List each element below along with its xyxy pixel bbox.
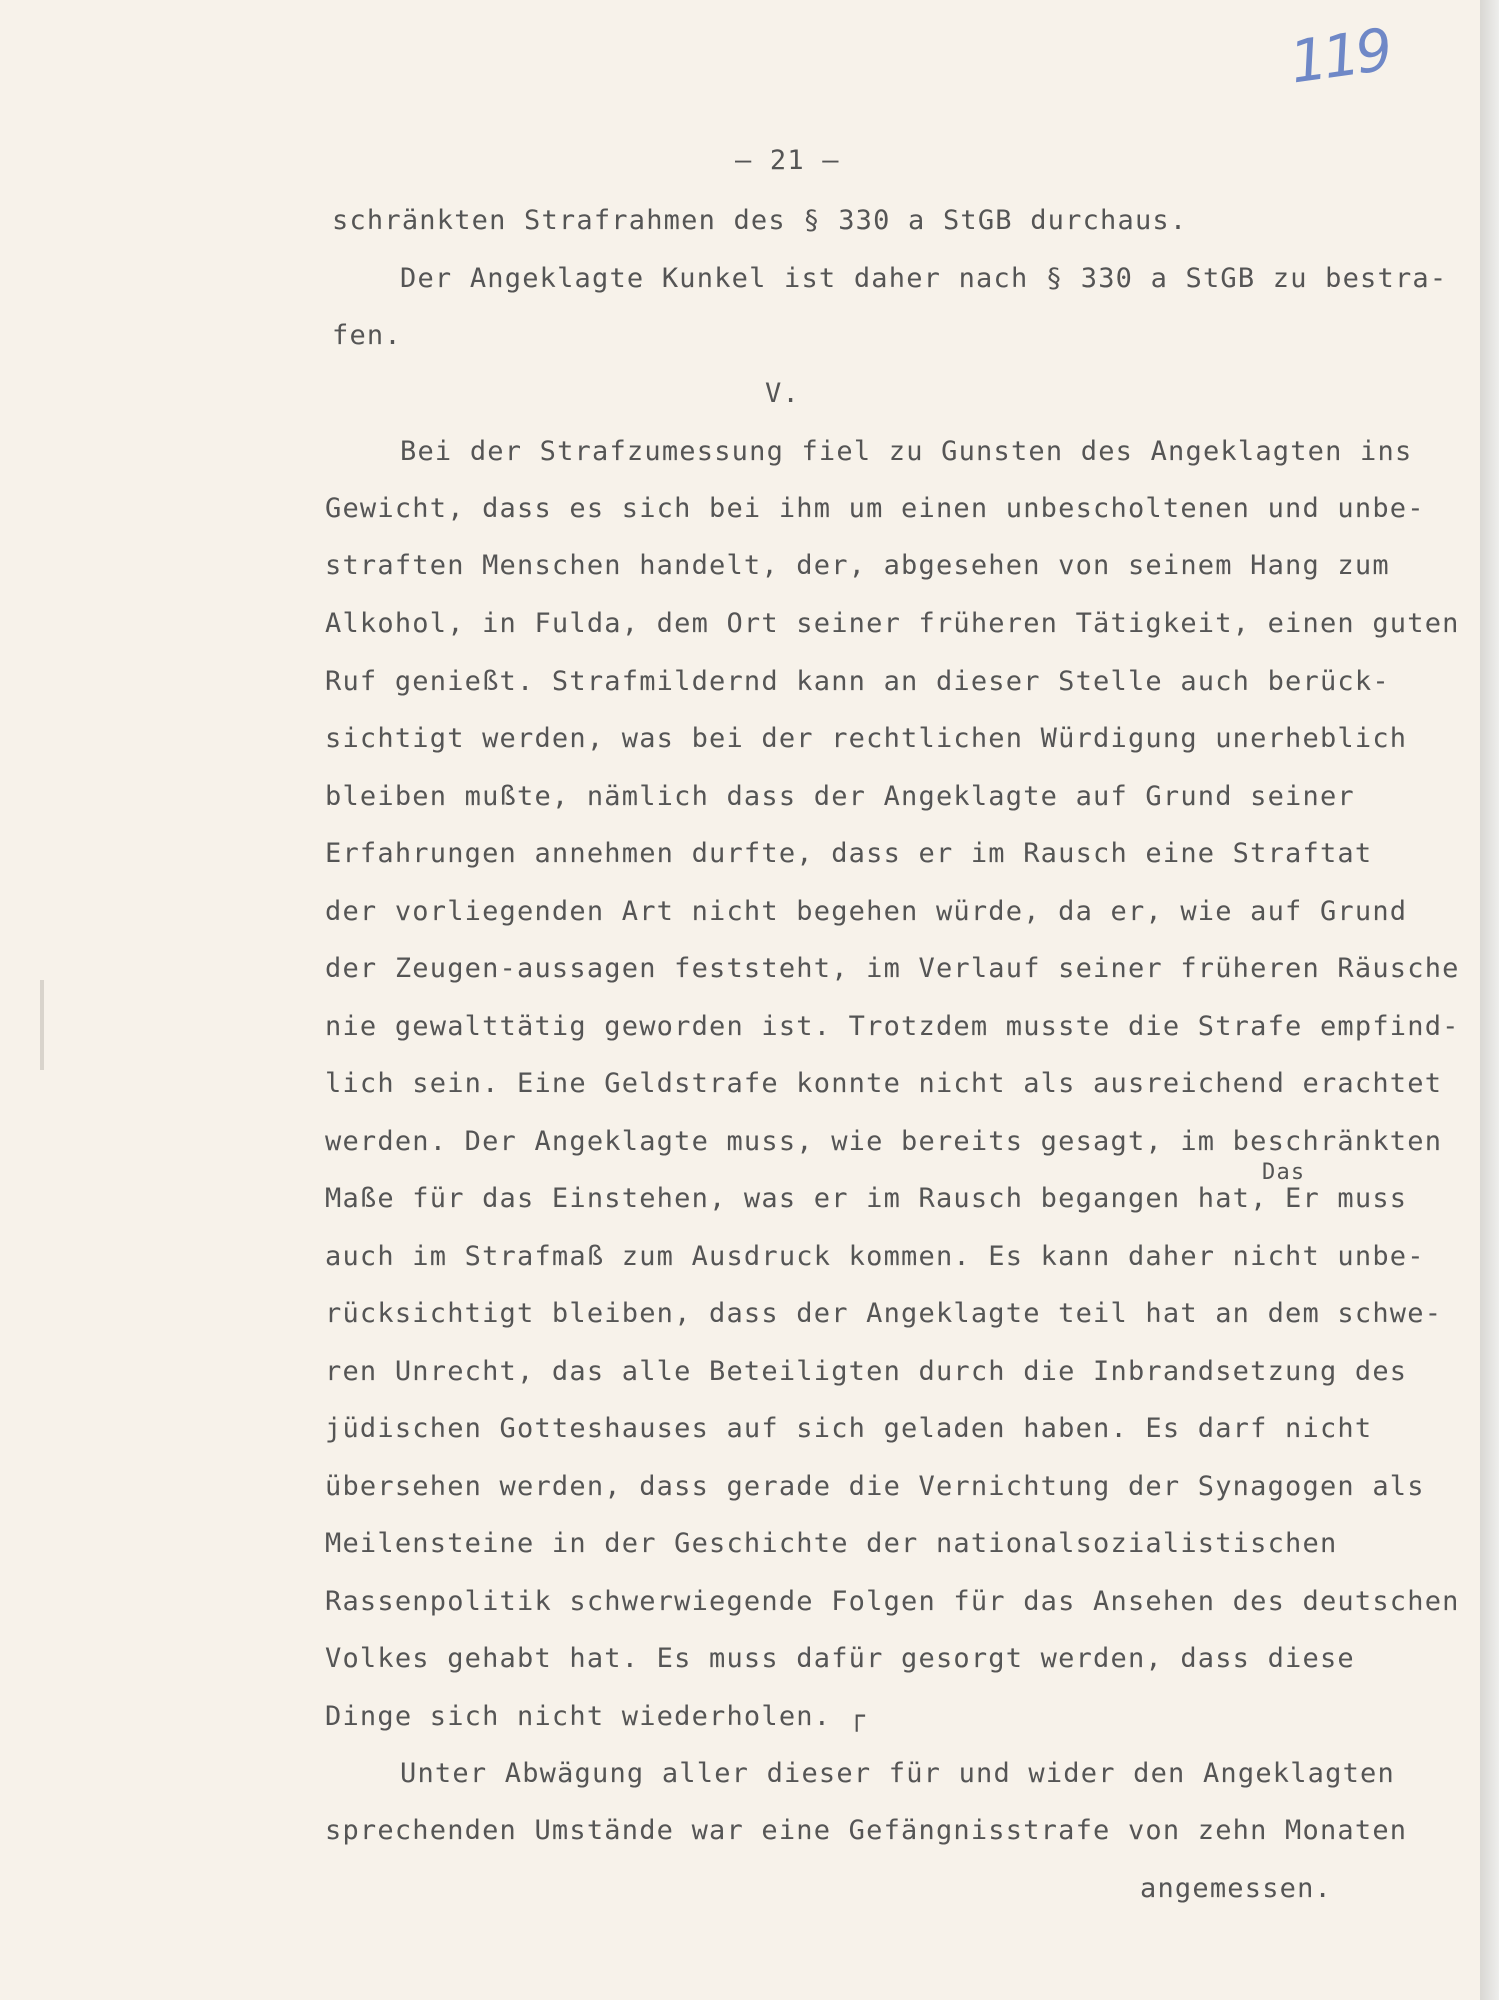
edge-mark <box>40 980 44 1070</box>
text-line: rücksichtigt bleiben, dass der Angeklagte teil hat an dem schwe- <box>325 1298 1443 1329</box>
text-line: angemessen. <box>1140 1873 1333 1904</box>
page-edge-shadow <box>1480 0 1499 2000</box>
text-line: auch im Strafmaß zum Ausdruck kommen. Es kann daher nicht unbe- <box>325 1241 1425 1272</box>
text-line: ren Unrecht, das alle Beteiligten durch die Inbrandsetzung des <box>325 1356 1408 1387</box>
text-line: Volkes gehabt hat. Es muss dafür gesorgt werden, dass diese <box>325 1643 1355 1674</box>
text-line: schränkten Strafrahmen des § 330 a StGB durchaus. <box>332 205 1188 236</box>
text-line: werden. Der Angeklagte muss, wie bereits gesagt, im beschränkten <box>325 1126 1443 1157</box>
text-line: Rassenpolitik schwerwiegende Folgen für das Ansehen des deutschen <box>325 1586 1460 1617</box>
page-number: – 21 – <box>735 145 840 176</box>
text-line: sichtigt werden, was bei der rechtlichen Würdigung unerheblich <box>325 723 1408 754</box>
text-line: lich sein. Eine Geldstrafe konnte nicht als ausreichend erachtet <box>325 1068 1443 1099</box>
section-heading: V. <box>765 378 800 409</box>
text-line: jüdischen Gotteshauses auf sich geladen haben. Es darf nicht <box>325 1413 1373 1444</box>
text-line: Ruf genießt. Strafmildernd kann an dieser Stelle auch berück- <box>325 666 1390 697</box>
text-line: bleiben mußte, nämlich dass der Angeklagte auf Grund seiner <box>325 781 1355 812</box>
text-line: der Zeugen-aussagen feststeht, im Verlauf seiner früheren Räusche <box>325 953 1460 984</box>
text-line: der vorliegenden Art nicht begehen würde, da er, wie auf Grund <box>325 896 1408 927</box>
text-line: Meilensteine in der Geschichte der nationalsozialistischen <box>325 1528 1338 1559</box>
text-line: Maße für das Einstehen, was er im Rausch begangen hat, Er muss <box>325 1183 1408 1214</box>
text-line: Erfahrungen annehmen durfte, dass er im Rausch eine Straftat <box>325 838 1373 869</box>
text-line: fen. <box>332 320 402 351</box>
text-line: Gewicht, dass es sich bei ihm um einen unbescholtenen und unbe- <box>325 493 1425 524</box>
text-line: übersehen werden, dass gerade die Vernichtung der Synagogen als <box>325 1471 1425 1502</box>
text-line: Bei der Strafzumessung fiel zu Gunsten des Angeklagten ins <box>400 436 1413 467</box>
archive-number: 119 <box>1285 15 1393 97</box>
text-line: sprechenden Umstände war eine Gefängnisstrafe von zehn Monaten <box>325 1815 1408 1846</box>
text-line: nie gewalttätig geworden ist. Trotzdem musste die Strafe empfind- <box>325 1011 1460 1042</box>
text-line: Alkohol, in Fulda, dem Ort seiner früheren Tätigkeit, einen guten <box>325 608 1460 639</box>
text-line: Unter Abwägung aller dieser für und wider den Angeklagten <box>400 1758 1395 1789</box>
text-line: Der Angeklagte Kunkel ist daher nach § 330 a StGB zu bestra- <box>400 263 1448 294</box>
inline-correction: Das <box>1262 1160 1306 1185</box>
text-line: straften Menschen handelt, der, abgesehen von seinem Hang zum <box>325 550 1390 581</box>
text-line: Dinge sich nicht wiederholen. ┌ <box>325 1701 867 1732</box>
